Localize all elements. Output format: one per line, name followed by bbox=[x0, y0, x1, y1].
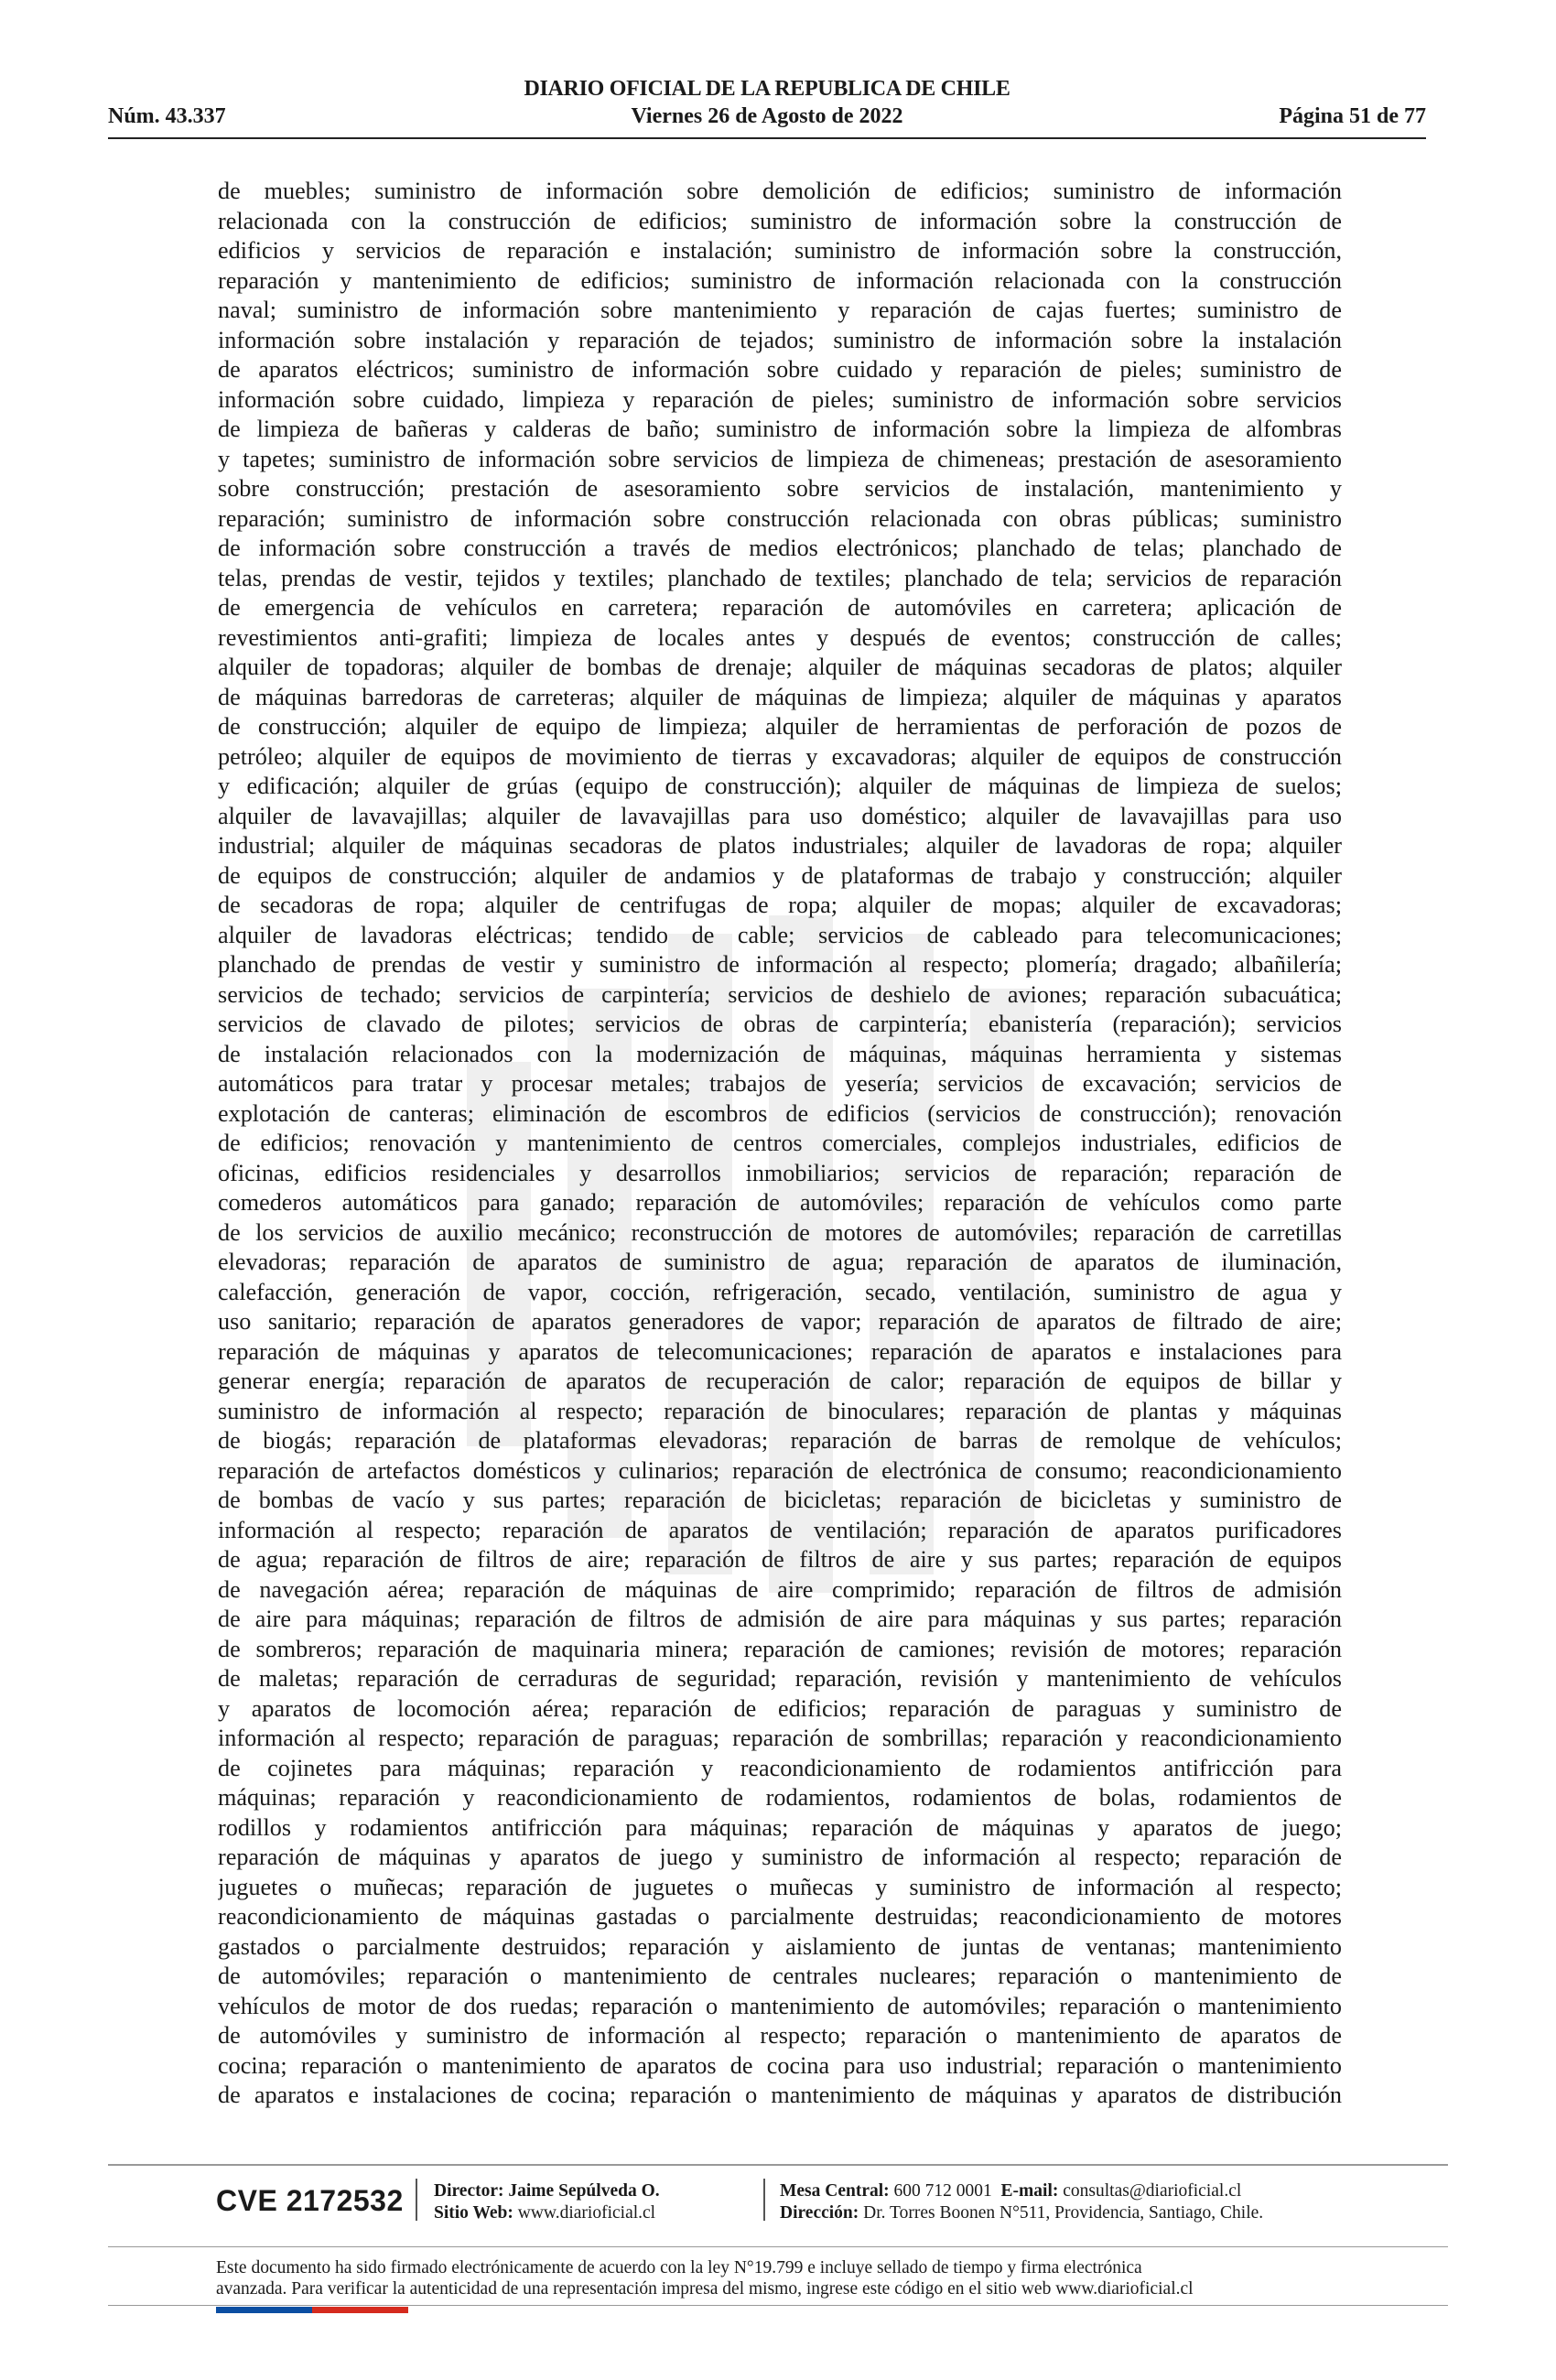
address-label: Dirección: bbox=[780, 2203, 859, 2223]
body-text-line: de instalación relacionados con la modernización de máquinas, máquinas herramienta y sistemas bbox=[218, 1040, 1342, 1067]
body-text-line: de bombas de vacío y sus partes; reparación de bicicletas; reparación de bicicletas y suministro de bbox=[218, 1487, 1342, 1513]
body-text-line: de información sobre construcción a través de medios electrónicos; planchado de telas; planchado de bbox=[218, 535, 1342, 561]
footer-contact-block bbox=[780, 2180, 1263, 2224]
body-text-line: servicios de techado; servicios de carpintería; servicios de deshielo de aviones; reparación subacuática; bbox=[218, 980, 1342, 1008]
flag-blue-segment bbox=[216, 2307, 312, 2313]
body-text-line: máquinas; reparación y reacondicionamiento de rodamientos, rodamientos de bolas, rodamientos de bbox=[218, 1784, 1342, 1811]
body-text-line: y tapetes; suministro de información sobre servicios de limpieza de chimeneas; prestación de asesoramiento bbox=[218, 445, 1342, 472]
header-divider bbox=[108, 137, 1426, 139]
body-text-line: de máquinas barredoras de carreteras; alquiler de máquinas de limpieza; alquiler de máquinas y aparatos bbox=[218, 683, 1342, 710]
footer-separator bbox=[416, 2179, 417, 2221]
body-text-line: reparación de artefactos domésticos y culinarios; reparación de electrónica de consumo; reacondicionamiento bbox=[218, 1456, 1342, 1484]
footer-divider-middle bbox=[108, 2246, 1448, 2247]
body-text-line: petróleo; alquiler de equipos de movimiento de tierras y excavadoras; alquiler de equipos de construcción bbox=[218, 742, 1342, 770]
gazette-title: DIARIO OFICIAL DE LA REPUBLICA DE CHILE bbox=[524, 77, 1010, 101]
body-text-line: telas, prendas de vestir, tejidos y textiles; planchado de textiles; planchado de tela; servicios de reparación bbox=[218, 564, 1342, 591]
body-text-line: de edificios; renovación y mantenimiento de centros comerciales, complejos industriales, edificios de bbox=[218, 1130, 1342, 1156]
body-text-line: de muebles; suministro de información sobre demolición de edificios; suministro de información bbox=[218, 178, 1342, 204]
body-text-line: reacondicionamiento de máquinas gastadas o parcialmente destruidas; reacondicionamiento de motores bbox=[218, 1903, 1342, 1930]
body-text-line: de secadoras de ropa; alquiler de centrifugas de ropa; alquiler de mopas; alquiler de excavadoras; bbox=[218, 892, 1342, 918]
body-text-line: uso sanitario; reparación de aparatos generadores de vapor; reparación de aparatos de filtrado de aire; bbox=[218, 1308, 1342, 1335]
page-number: Página 51 de 77 bbox=[1279, 104, 1426, 128]
body-text-line: de automóviles y suministro de información al respecto; reparación o mantenimiento de aparatos de bbox=[218, 2022, 1342, 2049]
body-text-line: información al respecto; reparación de aparatos de ventilación; reparación de aparatos purificadores bbox=[218, 1516, 1342, 1543]
body-text-line: explotación de canteras; eliminación de escombros de edificios (servicios de construcción); renovación bbox=[218, 1099, 1342, 1127]
body-text-line: juguetes o muñecas; reparación de juguetes o muñecas y suministro de información al respecto; bbox=[218, 1873, 1342, 1900]
body-text-line: de agua; reparación de filtros de aire; reparación de filtros de aire y sus partes; reparación de equipos bbox=[218, 1546, 1342, 1573]
body-text-line: servicios de clavado de pilotes; servicios de obras de carpintería; ebanistería (reparación); servicios bbox=[218, 1011, 1342, 1037]
signature-notice-line: Este documento ha sido firmado electrónicamente de acuerdo con la ley N°19.799 e incluye sellado de tiempo y firma electrónica bbox=[216, 2258, 1142, 2277]
body-text-line: planchado de prendas de vestir y suministro de información al respecto; plomería; dragado; albañilería; bbox=[218, 951, 1342, 978]
body-text-line: de biogás; reparación de plataformas elevadoras; reparación de barras de remolque de vehículos; bbox=[218, 1427, 1342, 1454]
cve-code: CVE 2172532 bbox=[216, 2184, 404, 2217]
body-text-line: relacionada con la construcción de edificios; suministro de información sobre la construcción de bbox=[218, 207, 1342, 234]
body-text-line: reparación y mantenimiento de edificios; suministro de información relacionada con la construcción bbox=[218, 266, 1342, 294]
phone-label: Mesa Central: bbox=[780, 2181, 890, 2201]
body-text-line: automáticos para tratar y procesar metales; trabajos de yesería; servicios de excavación; servicios de bbox=[218, 1070, 1342, 1097]
issue-number: Núm. 43.337 bbox=[108, 104, 226, 128]
body-text-line: edificios y servicios de reparación e instalación; suministro de información sobre la construcción, bbox=[218, 237, 1342, 264]
email-label: E-mail: bbox=[1000, 2181, 1059, 2201]
footer-director-block bbox=[434, 2180, 660, 2224]
body-text-line: de equipos de construcción; alquiler de andamios y de plataformas de trabajo y construcción; alquiler bbox=[218, 861, 1342, 889]
body-text-line: alquiler de topadoras; alquiler de bombas de drenaje; alquiler de máquinas secadoras de platos; alquiler bbox=[218, 654, 1342, 680]
body-text-line: de automóviles; reparación o mantenimiento de centrales nucleares; reparación o mantenimiento de bbox=[218, 1963, 1342, 1989]
body-text-line: sobre construcción; prestación de asesoramiento sobre servicios de instalación, mantenimiento y bbox=[218, 475, 1342, 502]
body-text-line: calefacción, generación de vapor, cocción, refrigeración, secado, ventilación, suministro de agua y bbox=[218, 1278, 1342, 1305]
signature-notice bbox=[216, 2257, 1351, 2299]
body-text-line: información sobre cuidado, limpieza y reparación de pieles; suministro de información sobre servicios bbox=[218, 385, 1342, 413]
issue-date: Viernes 26 de Agosto de 2022 bbox=[631, 104, 903, 128]
signature-notice-line: avanzada. Para verificar la autenticidad de una representación impresa del mismo, ingrese este código en el sitio web www.diarioficial.cl bbox=[216, 2279, 1194, 2299]
body-text-line: reparación de máquinas y aparatos de telecomunicaciones; reparación de aparatos e instalaciones para bbox=[218, 1337, 1342, 1365]
body-text-line: de sombreros; reparación de maquinaria minera; reparación de camiones; revisión de motores; reparación bbox=[218, 1635, 1342, 1662]
body-text-line: de aparatos e instalaciones de cocina; reparación o mantenimiento de máquinas y aparatos de distribución bbox=[218, 2082, 1342, 2108]
body-text-line: revestimientos anti-grafiti; limpieza de locales antes y después de eventos; construcción de calles; bbox=[218, 623, 1342, 651]
website-label: Sitio Web: bbox=[434, 2203, 513, 2223]
address-value: Dr. Torres Boonen N°511, Providencia, Santiago, Chile. bbox=[863, 2203, 1264, 2223]
phone-number: 600 712 0001 bbox=[893, 2181, 992, 2201]
body-text-line: de maletas; reparación de cerraduras de seguridad; reparación, revisión y mantenimiento de vehículos bbox=[218, 1665, 1342, 1692]
page-header bbox=[108, 77, 1426, 139]
body-text-line: vehículos de motor de dos ruedas; reparación o mantenimiento de automóviles; reparación o mantenimiento bbox=[218, 1992, 1342, 2019]
body-text-line: oficinas, edificios residenciales y desarrollos inmobiliarios; servicios de reparación; reparación de bbox=[218, 1159, 1342, 1186]
footer-divider-top bbox=[108, 2164, 1448, 2166]
body-text-line: de cojinetes para máquinas; reparación y reacondicionamiento de rodamientos antifricción para bbox=[218, 1754, 1342, 1781]
website-link[interactable]: www.diarioficial.cl bbox=[517, 2203, 656, 2223]
body-text-line: cocina; reparación o mantenimiento de aparatos de cocina para uso industrial; reparación o mantenimiento bbox=[218, 2051, 1342, 2079]
body-text-line: de construcción; alquiler de equipo de limpieza; alquiler de herramientas de perforación de pozos de bbox=[218, 713, 1342, 740]
body-text-line: comederos automáticos para ganado; reparación de automóviles; reparación de vehículos como parte bbox=[218, 1189, 1342, 1216]
body-text-line: información al respecto; reparación de paraguas; reparación de sombrillas; reparación y reacondicionamiento bbox=[218, 1725, 1342, 1751]
email-link[interactable]: consultas@diarioficial.cl bbox=[1063, 2181, 1242, 2201]
body-text-line: suministro de información al respecto; reparación de binoculares; reparación de plantas y máquinas bbox=[218, 1397, 1342, 1424]
flag-red-segment bbox=[312, 2307, 408, 2313]
body-text-line: y aparatos de locomoción aérea; reparación de edificios; reparación de paraguas y suministro de bbox=[218, 1694, 1342, 1722]
footer-divider-bottom bbox=[108, 2305, 1448, 2306]
body-text-line: de emergencia de vehículos en carretera; reparación de automóviles en carretera; aplicación de bbox=[218, 594, 1342, 621]
body-text-line: y edificación; alquiler de grúas (equipo de construcción); alquiler de máquinas de limpieza de suelos; bbox=[218, 773, 1342, 799]
director-name: Jaime Sepúlveda O. bbox=[508, 2181, 660, 2201]
body-text-line: de navegación aérea; reparación de máquinas de aire comprimido; reparación de filtros de admisión bbox=[218, 1575, 1342, 1603]
body-text-line: alquiler de lavadoras eléctricas; tendido de cable; servicios de cableado para telecomunicaciones; bbox=[218, 921, 1342, 948]
body-text-line: reparación; suministro de información sobre construcción relacionada con obras públicas; suministro bbox=[218, 504, 1342, 532]
body-text-line: naval; suministro de información sobre mantenimiento y reparación de cajas fuertes; suministro de bbox=[218, 297, 1342, 323]
body-text-line: alquiler de lavavajillas; alquiler de lavavajillas para uso doméstico; alquiler de lavavajillas para uso bbox=[218, 802, 1342, 829]
flag-stripe bbox=[216, 2307, 408, 2313]
director-label: Director: bbox=[434, 2181, 504, 2201]
body-text-line: de los servicios de auxilio mecánico; reconstrucción de motores de automóviles; reparación de carretillas bbox=[218, 1218, 1342, 1246]
body-text-line: de aparatos eléctricos; suministro de información sobre cuidado y reparación de pieles; suministro de bbox=[218, 356, 1342, 383]
body-text-line: de aire para máquinas; reparación de filtros de admisión de aire para máquinas y sus partes; reparación bbox=[218, 1606, 1342, 1632]
footer-separator bbox=[763, 2179, 765, 2221]
document-body bbox=[218, 177, 1342, 2111]
body-text-line: generar energía; reparación de aparatos de recuperación de calor; reparación de equipos de billar y bbox=[218, 1368, 1342, 1394]
body-text-line: información sobre instalación y reparación de tejados; suministro de información sobre la instalación bbox=[218, 326, 1342, 353]
body-text-line: industrial; alquiler de máquinas secadoras de platos industriales; alquiler de lavadoras de ropa; alquiler bbox=[218, 832, 1342, 859]
body-text-line: rodillos y rodamientos antifricción para máquinas; reparación de máquinas y aparatos de juego; bbox=[218, 1813, 1342, 1841]
body-text-line: elevadoras; reparación de aparatos de suministro de agua; reparación de aparatos de iluminación, bbox=[218, 1249, 1342, 1275]
body-text-line: reparación de máquinas y aparatos de juego y suministro de información al respecto; reparación de bbox=[218, 1844, 1342, 1870]
body-text-line: gastados o parcialmente destruidos; reparación y aislamiento de juntas de ventanas; mantenimiento bbox=[218, 1932, 1342, 1960]
body-text-line: de limpieza de bañeras y calderas de baño; suministro de información sobre la limpieza de alfombras bbox=[218, 416, 1342, 442]
